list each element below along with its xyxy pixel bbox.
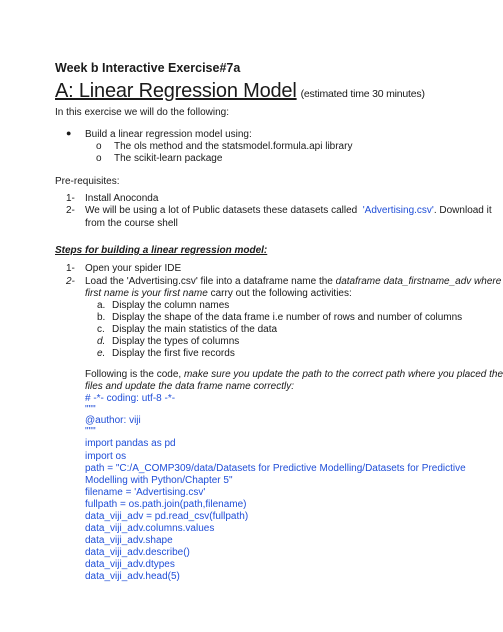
activity-b: Display the shape of the data frame i.e number of rows and number of columns bbox=[112, 312, 463, 323]
code-line: import os bbox=[85, 451, 127, 462]
step-2-line2-plain: carry out the following activities: bbox=[210, 288, 352, 299]
code-line: data_viji_adv = pd.read_csv(fullpath) bbox=[85, 511, 249, 522]
code-line: path = "C:/A_COMP309/data/Datasets for Predictive Modelling/Datasets for Predictive bbox=[85, 463, 466, 474]
prereq-item-2-tail: . Download it bbox=[433, 205, 492, 216]
activity-c: Display the main statistics of the data bbox=[112, 324, 278, 335]
prereq-label: Pre-requisites: bbox=[55, 176, 120, 187]
activity-letter: e. bbox=[97, 348, 106, 359]
code-line: data_viji_adv.columns.values bbox=[85, 523, 215, 534]
code-line: @author: viji bbox=[85, 415, 141, 426]
sub-bullet-2: The scikit-learn package bbox=[114, 153, 223, 164]
activity-letter: c. bbox=[97, 324, 105, 335]
activity-a: Display the column names bbox=[112, 300, 230, 311]
step-num-2: 2- bbox=[66, 276, 75, 287]
prereq-item-2-line2: from the course shell bbox=[85, 218, 178, 229]
step-2-line2-italic: first name is your first name bbox=[85, 288, 208, 299]
advertising-link[interactable]: 'Advertising.csv' bbox=[362, 205, 434, 216]
title-main: A: Linear Regression Model bbox=[55, 80, 297, 102]
step-num-1: 1- bbox=[66, 263, 75, 274]
code-line: data_viji_adv.shape bbox=[85, 535, 173, 546]
activity-letter: d. bbox=[97, 336, 106, 347]
code-intro-italic: make sure you update the path to the correct path where you placed the bbox=[183, 369, 503, 380]
intro-text: In this exercise we will do the following: bbox=[55, 107, 229, 118]
code-line: """ bbox=[85, 404, 96, 415]
prereq-item-2-text: We will be using a lot of Public datasets these datasets called bbox=[85, 205, 358, 216]
bullet-dot-icon: ● bbox=[66, 128, 72, 138]
code-line: import pandas as pd bbox=[85, 438, 176, 449]
code-line: fullpath = os.path.join(path,filename) bbox=[85, 499, 247, 510]
title-estimate: (estimated time 30 minutes) bbox=[300, 88, 425, 100]
sub-bullet-1: The ols method and the statsmodel.formula.api library bbox=[114, 141, 353, 152]
bullet-main: Build a linear regression model using: bbox=[85, 129, 252, 140]
prereq-item-1: Install Anoconda bbox=[85, 193, 159, 204]
prereq-num-2: 2- bbox=[66, 205, 75, 216]
step-2-plain: Load the 'Advertising.csv' file into a dataframe name the bbox=[85, 276, 333, 287]
prereq-num-1: 1- bbox=[66, 193, 75, 204]
activity-d: Display the types of columns bbox=[112, 336, 240, 347]
steps-heading: Steps for building a linear regression model: bbox=[55, 245, 268, 256]
step-2-italic: dataframe data_firstname_adv where bbox=[335, 276, 502, 287]
week-title: Week b Interactive Exercise#7a bbox=[55, 61, 241, 75]
code-line: """ bbox=[85, 426, 96, 437]
sub-bullet-icon: o bbox=[96, 153, 102, 164]
code-intro-line2: files and update the data frame name correctly: bbox=[85, 381, 295, 392]
code-line: data_viji_adv.head(5) bbox=[85, 571, 180, 582]
activity-e: Display the first five records bbox=[112, 348, 235, 359]
code-line: data_viji_adv.dtypes bbox=[85, 559, 175, 570]
activity-letter: b. bbox=[97, 312, 106, 323]
activity-letter: a. bbox=[97, 300, 106, 311]
code-line: Modelling with Python/Chapter 5" bbox=[85, 475, 233, 486]
code-line: filename = 'Advertising.csv' bbox=[85, 487, 206, 498]
sub-bullet-icon: o bbox=[96, 141, 102, 152]
code-line: data_viji_adv.describe() bbox=[85, 547, 190, 558]
prereq-item-2 bbox=[85, 204, 492, 217]
code-intro-plain: Following is the code, bbox=[85, 369, 182, 380]
page-title bbox=[55, 80, 425, 103]
code-line: # -*- coding: utf-8 -*- bbox=[85, 393, 176, 404]
step-1: Open your spider IDE bbox=[85, 263, 182, 274]
